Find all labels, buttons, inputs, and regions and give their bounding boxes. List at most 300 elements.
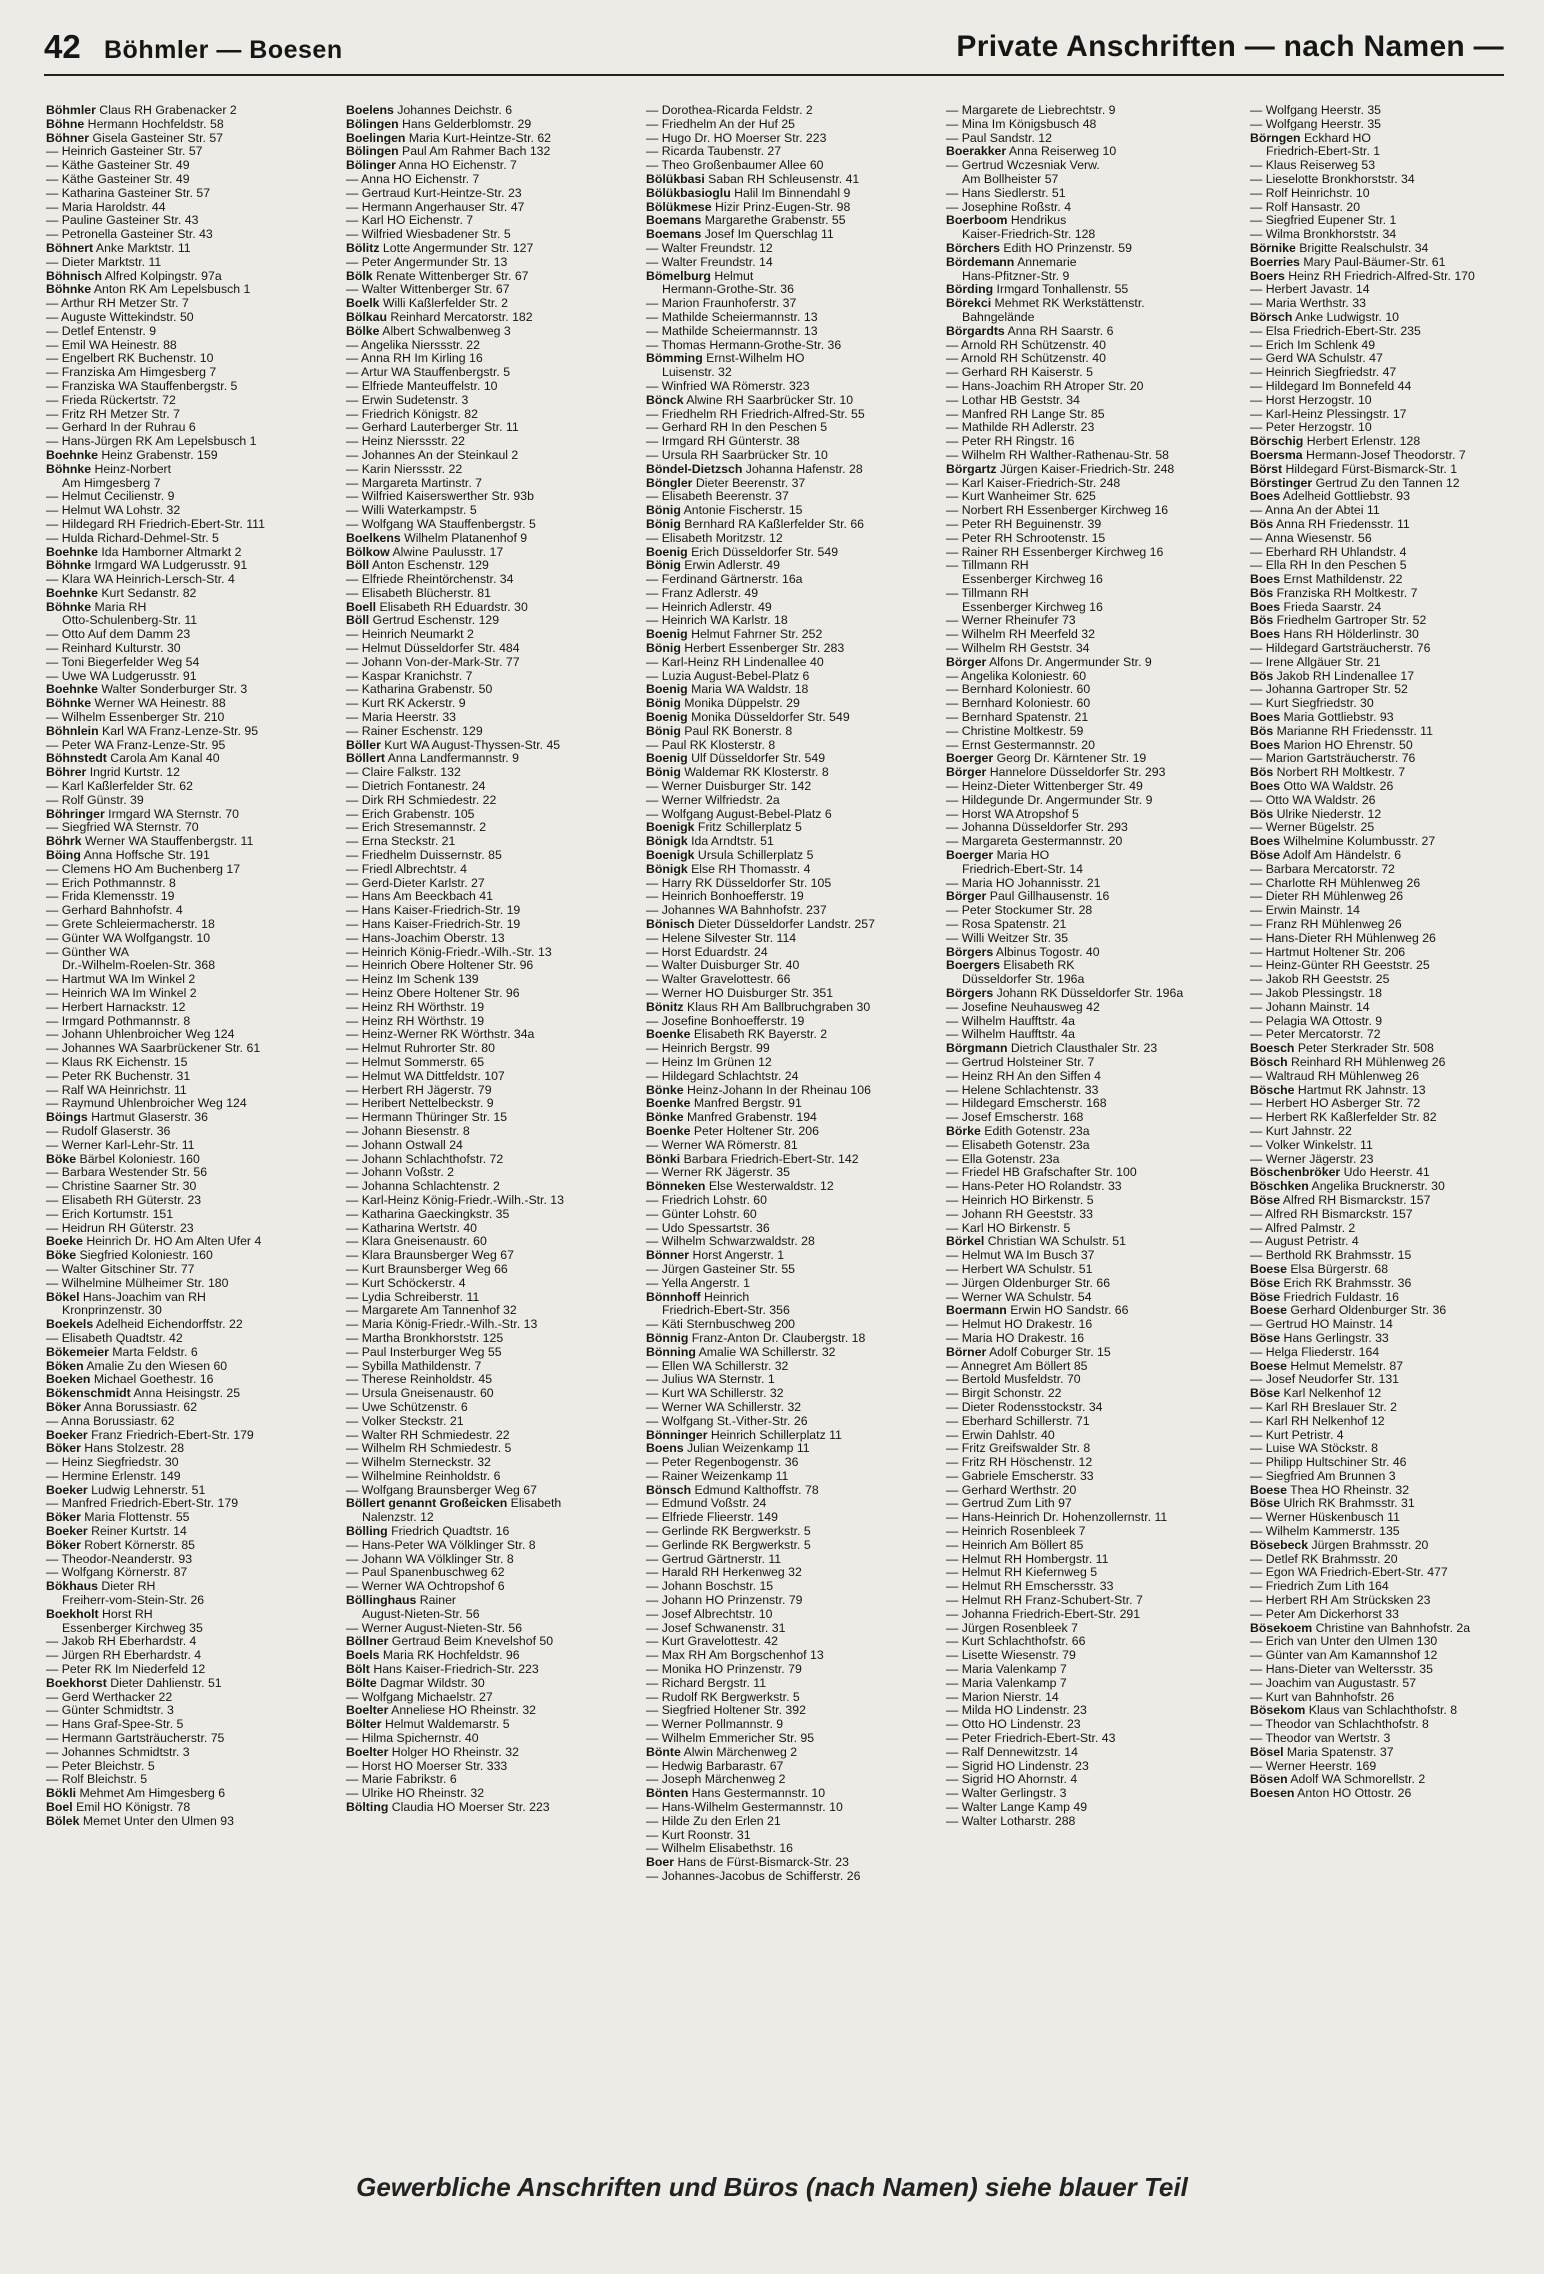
directory-entry: — Heinrich Bonhoefferstr. 19	[646, 890, 804, 904]
directory-entry: — Otto Auf dem Damm 23	[46, 628, 191, 642]
directory-entry: — Hermann Angerhauser Str. 47	[346, 200, 525, 214]
directory-entry: — Paul Insterburger Weg 55	[346, 1345, 502, 1359]
directory-entry: Bösekom Klaus van Schlachthofstr. 8	[1250, 1704, 1458, 1718]
directory-entry: — Gertrud Holsteiner Str. 7	[946, 1055, 1095, 1069]
surname: Bölingen	[346, 145, 399, 159]
directory-entry: — Irene Allgäuer Str. 21	[1250, 655, 1381, 669]
directory-entry: — Arthur RH Metzer Str. 7	[46, 297, 189, 311]
page-header	[44, 26, 1504, 70]
directory-entry: Boels Maria RK Hochfeldstr. 96	[346, 1649, 520, 1663]
surname: Boeker	[46, 1483, 88, 1497]
directory-entry: — Horst WA Atropshof 5	[946, 807, 1079, 821]
surname: Boergers	[946, 959, 1000, 973]
directory-entry: — Gerhard RH In den Peschen 5	[646, 421, 828, 435]
directory-entry: — Heinz Im Schenk 139	[346, 973, 479, 987]
directory-entry: — Helmut RH Franz-Schubert-Str. 7	[946, 1594, 1143, 1608]
directory-entry: — Reinhard Kulturstr. 30	[46, 642, 181, 656]
directory-entry: — Helmut Cecilienstr. 9	[46, 490, 175, 504]
surname: Böings	[46, 1111, 88, 1125]
directory-entry: — Franz Adlerstr. 49	[646, 586, 759, 600]
surname: Börger	[946, 766, 987, 780]
directory-entry: — Dieter Rodensstockstr. 34	[946, 1400, 1103, 1414]
directory-entry: — Maria Heerstr. 33	[346, 711, 457, 725]
directory-entry: Bökli Mehmet Am Himgesberg 6	[46, 1787, 226, 1801]
directory-entry: — Angelika Nierssstr. 22	[346, 338, 480, 352]
directory-entry: Boenke Manfred Bergstr. 91	[646, 1097, 802, 1111]
directory-entry: — Hulda Richard-Dehmel-Str. 5	[46, 531, 219, 545]
directory-entry: — Paul RK Klosterstr. 8	[646, 738, 776, 752]
directory-entry: — Ricarda Taubenstr. 27	[646, 145, 782, 159]
directory-entry: Bös Norbert RH Moltkestr. 7	[1250, 766, 1406, 780]
surname: Böndel-Dietzsch	[646, 462, 743, 476]
directory-entry: — Günter Lohstr. 60	[646, 1207, 757, 1221]
directory-entry: — Friedl Albrechtstr. 4	[346, 862, 467, 876]
directory-entry: — Heinrich HO Birkenstr. 5	[946, 1193, 1094, 1207]
directory-entry: — Klara WA Heinrich-Lersch-Str. 4	[46, 573, 235, 587]
directory-entry: — Volker Winkelstr. 11	[1250, 1138, 1373, 1152]
directory-entry: — Luise WA Stöckstr. 8	[1250, 1442, 1379, 1456]
directory-entry: — Milda HO Lindenstr. 23	[946, 1704, 1087, 1718]
surname: Bönisch	[646, 918, 695, 932]
surname: Bölükbasi	[646, 172, 705, 186]
directory-entry: — Heinz RH Wörthstr. 19	[346, 1014, 485, 1028]
directory-entry: — Ernst Gestermannstr. 20	[946, 738, 1095, 752]
directory-entry: — Pauline Gasteiner Str. 43	[46, 214, 199, 228]
surname: Böschken	[1250, 1180, 1309, 1194]
directory-entry: — Luzia August-Bebel-Platz 6	[646, 669, 810, 683]
directory-entry: Böse Erich RK Brahmsstr. 36	[1250, 1276, 1412, 1290]
directory-entry: Bönig Waldemar RK Klosterstr. 8	[646, 766, 829, 780]
directory-entry: — Heinrich Am Böllert 85	[946, 1538, 1084, 1552]
directory-entry: — Klaus RK Eichenstr. 15	[46, 1055, 188, 1069]
directory-entry: — Kurt Roonstr. 31	[646, 1828, 751, 1842]
surname: Böhner	[46, 131, 90, 145]
directory-entry: — Helga Fliederstr. 164	[1250, 1345, 1380, 1359]
directory-entry: — Karin Nierssstr. 22	[346, 462, 463, 476]
directory-entry: — Maria HO Drakestr. 16	[946, 1331, 1085, 1345]
directory-entry: — Friedhelm Duissernstr. 85	[346, 849, 502, 863]
surname: Bölükbasioglu	[646, 186, 731, 200]
directory-entry: Boenig Helmut Fahrner Str. 252	[646, 628, 823, 642]
directory-entry: — Josefine Bonhoefferstr. 19	[646, 1014, 805, 1028]
directory-entry: — Josef Albrechtstr. 10	[646, 1607, 773, 1621]
directory-entry: — Kurt Schöckerstr. 4	[346, 1276, 466, 1290]
directory-entry: — Rosa Spatenstr. 21	[946, 918, 1067, 932]
directory-entry: — Heinrich Obere Holtener Str. 96	[346, 959, 534, 973]
directory-entry: — Johann HO Prinzenstr. 79	[646, 1594, 803, 1608]
directory-entry: — Heinz-Werner RK Wörthstr. 34a	[346, 1028, 535, 1042]
directory-entry: — Johann Schlachthofstr. 72	[346, 1152, 504, 1166]
surname: Bökel	[46, 1290, 80, 1304]
directory-entry: — Hans-Dieter van Weltersstr. 35	[1250, 1663, 1433, 1677]
directory-entry: Am Himgesberg 7	[62, 476, 161, 490]
directory-entry: — Heinrich Adlerstr. 49	[646, 600, 772, 614]
directory-entry: — Johannes-Jacobus de Schifferstr. 26	[646, 1870, 861, 1883]
directory-entry: — Irmgard RH Günterstr. 38	[646, 435, 800, 449]
header-rule	[44, 74, 1504, 76]
directory-entry: Böhnke Anton RK Am Lepelsbusch 1	[46, 283, 251, 297]
directory-entry: Bönig Herbert Essenberger Str. 283	[646, 642, 845, 656]
directory-entry: — Helene Silvester Str. 114	[646, 931, 797, 945]
directory-entry: — Willi Weitzer Str. 35	[946, 931, 1069, 945]
surname: Böke	[46, 1152, 77, 1166]
surname: Boelter	[346, 1704, 389, 1718]
surname: Böhmler	[46, 104, 96, 117]
surname: Bölt	[346, 1663, 370, 1677]
directory-entry: Böse Adolf Am Händelstr. 6	[1250, 849, 1402, 863]
surname: Bölk	[346, 269, 373, 283]
directory-entry: — Elisabeth RH Güterstr. 23	[46, 1193, 202, 1207]
directory-entry: Boeker Reiner Kurtstr. 14	[46, 1525, 187, 1539]
directory-entry: Bölükbasi Saban RH Schleusenstr. 41	[646, 172, 860, 186]
directory-entry: — Hildegard Schlachtstr. 24	[646, 1069, 799, 1083]
directory-entry: — Siegfried WA Sternstr. 70	[46, 821, 199, 835]
surname: Bölinger	[346, 159, 396, 173]
directory-entry: — Mathilde Scheiermannstr. 13	[646, 310, 818, 324]
surname: Böhnke	[46, 462, 92, 476]
directory-entry: Böse Alfred RH Bismarckstr. 157	[1250, 1193, 1431, 1207]
directory-entry: — Friedrich Lohstr. 60	[646, 1193, 767, 1207]
directory-entry: — Kurt Siegfriedstr. 30	[1250, 697, 1374, 711]
directory-entry: Börgartz Jürgen Kaiser-Friedrich-Str. 248	[946, 462, 1175, 476]
directory-entry: — Sigrid HO Lindenstr. 23	[946, 1759, 1089, 1773]
directory-entry: — Peter Regenbogenstr. 36	[646, 1456, 799, 1470]
surname: Boerger	[946, 752, 994, 766]
directory-entry: — Frida Klemensstr. 19	[46, 890, 175, 904]
directory-entry: — Johann RH Geeststr. 33	[946, 1207, 1093, 1221]
surname: Böse	[1250, 1290, 1281, 1304]
directory-entry: — Rolf Hansastr. 20	[1250, 200, 1361, 214]
directory-entry: — Helmut RH Emschersstr. 33	[946, 1580, 1114, 1594]
directory-entry: Bönneken Else Westerwaldstr. 12	[646, 1180, 834, 1194]
directory-entry: — Kurt RK Ackerstr. 9	[346, 697, 466, 711]
directory-entry: Bönnhoff Heinrich	[646, 1290, 750, 1304]
directory-entry: — Hans-Jürgen RK Am Lepelsbusch 1	[46, 435, 257, 449]
directory-entry: Böhnke Heinz-Norbert	[46, 462, 172, 476]
directory-entry: Bökhaus Dieter RH	[46, 1580, 156, 1594]
directory-entry: Boersma Hermann-Josef Theodorstr. 7	[1250, 448, 1466, 462]
surname: Böschenbröker	[1250, 1166, 1341, 1180]
directory-entry: — Dieter RH Mühlenweg 26	[1250, 890, 1404, 904]
directory-entry: — Peter Am Dickerhorst 33	[1250, 1607, 1399, 1621]
surname: Börgers	[946, 945, 994, 959]
directory-entry: — Elisabeth Moritzstr. 12	[646, 531, 783, 545]
surname: Boehnke	[46, 448, 98, 462]
directory-entry: — Volker Steckstr. 21	[346, 1414, 464, 1428]
directory-entry: — Franz RH Mühlenweg 26	[1250, 918, 1402, 932]
surname: Börner	[946, 1345, 987, 1359]
directory-entry: — Johannes An der Steinkaul 2	[346, 448, 519, 462]
directory-entry: — Theodor van Wertstr. 3	[1250, 1732, 1391, 1746]
directory-entry: — Werner Rheinufer 73	[946, 614, 1076, 628]
directory-entry: — Waltraud RH Mühlenweg 26	[1250, 1069, 1420, 1083]
directory-entry: — Werner Jägerstr. 23	[1250, 1152, 1374, 1166]
surname: Böse	[1250, 1387, 1281, 1401]
directory-entry: Bösebeck Jürgen Brahmsstr. 20	[1250, 1538, 1429, 1552]
directory-entry: Boenig Ulf Düsseldorfer Str. 549	[646, 752, 826, 766]
directory-entry: Böing Anna Hoffsche Str. 191	[46, 849, 210, 863]
directory-entry: Boes Adelheid Gottliebstr. 93	[1250, 490, 1410, 504]
surname: Bönninger	[646, 1428, 708, 1442]
directory-entry: Boes Wilhelmine Kolumbusstr. 27	[1250, 835, 1436, 849]
directory-entry: — Heinrich Bergstr. 99	[646, 1042, 770, 1056]
directory-entry: Nalenzstr. 12	[362, 1511, 434, 1525]
directory-entry: Boehnke Ida Hamborner Altmarkt 2	[46, 545, 242, 559]
directory-entry: — Josefine Neuhausweg 42	[946, 1000, 1100, 1014]
directory-entry: — Anna RH Im Kirling 16	[346, 352, 483, 366]
directory-entry: Börsch Anke Ludwigstr. 10	[1250, 310, 1400, 324]
directory-entry: — Hartmut Holtener Str. 206	[1250, 945, 1406, 959]
directory-entry: — Gertrud Wczesniak Verw.	[946, 159, 1100, 173]
directory-entry: Friedrich-Ebert-Str. 356	[662, 1304, 790, 1318]
directory-entry: — Hans-Heinrich Dr. Hohenzollernstr. 11	[946, 1511, 1168, 1525]
directory-entry: — Elsa Friedrich-Ebert-Str. 235	[1250, 324, 1421, 338]
directory-entry: — Herbert RH Jägerstr. 79	[346, 1083, 492, 1097]
directory-entry: — Gerd-Dieter Karlstr. 27	[346, 876, 485, 890]
directory-entry: Böker Robert Körnerstr. 85	[46, 1538, 196, 1552]
directory-entry: — Kaspar Kranichstr. 7	[346, 669, 473, 683]
directory-entry: Boesch Peter Sterkrader Str. 508	[1250, 1042, 1434, 1056]
directory-entry: Boes Frieda Saarstr. 24	[1250, 600, 1382, 614]
directory-entry: — Frieda Rückertstr. 72	[46, 393, 176, 407]
directory-entry: Bölte Dagmar Wildstr. 30	[346, 1676, 485, 1690]
directory-entry: Böschken Angelika Brucknerstr. 30	[1250, 1180, 1445, 1194]
directory-entry: — Karl RH Nelkenhof 12	[1250, 1414, 1385, 1428]
directory-entry: — Elfriede Rheintörchenstr. 34	[346, 573, 514, 587]
directory-entry: — Toni Biegerfelder Weg 54	[46, 655, 200, 669]
directory-entry: Börding Irmgard Tonhallenstr. 55	[946, 283, 1129, 297]
directory-entry: — Harald RH Herkenweg 32	[646, 1566, 802, 1580]
directory-entry: Böllner Gertraud Beim Knevelshof 50	[346, 1635, 554, 1649]
directory-entry: — Karl Kaiser-Friedrich-Str. 248	[946, 476, 1121, 490]
directory-entry: — Peter Friedrich-Ebert-Str. 43	[946, 1732, 1116, 1746]
surname: Boekels	[46, 1318, 94, 1332]
directory-entry: — Gerhard Lauterberger Str. 11	[346, 421, 519, 435]
directory-entry: — Hans-Peter HO Rolandstr. 33	[946, 1180, 1122, 1194]
directory-entry: Boeker Ludwig Lehnerstr. 51	[46, 1483, 206, 1497]
directory-entry: — Johann Ostwall 24	[346, 1138, 463, 1152]
directory-entry: — Elfriede Flieerstr. 149	[646, 1511, 778, 1525]
directory-entry: Boelingen Maria Kurt-Heintze-Str. 62	[346, 131, 552, 145]
directory-entry: Boehnke Kurt Sedanstr. 82	[46, 586, 197, 600]
directory-entry: — Johann Uhlenbroicher Weg 124	[46, 1028, 235, 1042]
directory-entry: Bönisch Dieter Düsseldorfer Landstr. 257	[646, 918, 875, 932]
surname: Bömming	[646, 352, 703, 366]
directory-entry: Böhnlein Karl WA Franz-Lenze-Str. 95	[46, 724, 259, 738]
directory-entry: Börger Paul Gillhausenstr. 16	[946, 890, 1110, 904]
directory-entry: Bönig Erwin Adlerstr. 49	[646, 559, 780, 573]
directory-entry: — Lieselotte Bronkhorststr. 34	[1250, 172, 1415, 186]
directory-entry: Börekci Mehmet RK Werkstättenstr.	[946, 297, 1145, 311]
surname: Boerries	[1250, 255, 1300, 269]
directory-entry: — Walter Gravelottestr. 66	[646, 973, 791, 987]
directory-entry: Bölting Claudia HO Moerser Str. 223	[346, 1801, 550, 1815]
surname: Bölter	[346, 1718, 382, 1732]
directory-entry: — Manfred RH Lange Str. 85	[946, 407, 1105, 421]
directory-entry: — Arnold RH Schützenstr. 40	[946, 352, 1106, 366]
directory-entry: Börchers Edith HO Prinzenstr. 59	[946, 241, 1132, 255]
directory-entry: — Peter RH Ringstr. 16	[946, 435, 1075, 449]
directory-entry: Boemans Margarethe Grabenstr. 55	[646, 214, 846, 228]
directory-entry: Boehnke Walter Sonderburger Str. 3	[46, 683, 248, 697]
surname: Boers	[1250, 269, 1285, 283]
directory-entry: — Günther WA	[46, 945, 129, 959]
directory-entry: — Werner Bügelstr. 25	[1250, 821, 1375, 835]
directory-entry: — Emil WA Heinestr. 88	[46, 338, 177, 352]
directory-entry: — Walter Duisburger Str. 40	[646, 959, 800, 973]
directory-entry: — Ursula RH Saarbrücker Str. 10	[646, 448, 828, 462]
directory-entry: — Birgit Schonstr. 22	[946, 1387, 1062, 1401]
directory-entry: — Otto WA Waldstr. 26	[1250, 793, 1376, 807]
directory-entry: — Bernhard Koloniestr. 60	[946, 697, 1091, 711]
surname: Boese	[1250, 1483, 1287, 1497]
surname: Böke	[46, 1249, 77, 1263]
directory-entry: — Anna An der Abtei 11	[1250, 504, 1380, 518]
directory-entry: — Heidrun RH Güterstr. 23	[46, 1221, 194, 1235]
directory-entry: — Maria Valenkamp 7	[946, 1676, 1067, 1690]
directory-entry: — Friedrich Zum Lith 164	[1250, 1580, 1389, 1594]
directory-entry: Freiherr-vom-Stein-Str. 26	[62, 1594, 205, 1608]
directory-entry: — Walter Wittenberger Str. 67	[346, 283, 510, 297]
directory-entry: — Wilhelm RH Schmiedestr. 5	[346, 1442, 512, 1456]
directory-entry: — Walter Gitschiner Str. 77	[46, 1262, 195, 1276]
surname: Boerakker	[946, 145, 1007, 159]
directory-entry: Böhnke Maria RH	[46, 600, 147, 614]
directory-entry: — Erich van Unter den Ulmen 130	[1250, 1635, 1438, 1649]
directory-entry: — Helmut Düsseldorfer Str. 484	[346, 642, 520, 656]
surname: Boes	[1250, 490, 1281, 504]
directory-entry: Bönigk Else RH Thomasstr. 4	[646, 862, 811, 876]
surname: Bölte	[346, 1676, 377, 1690]
surname: Bölkow	[346, 545, 390, 559]
surname: Boerger	[946, 849, 994, 863]
directory-entry: — Margarete de Liebrechtstr. 9	[946, 104, 1116, 117]
directory-entry: Bönigk Ida Arndtstr. 51	[646, 835, 774, 849]
directory-entry: — Helmut WA Im Busch 37	[946, 1249, 1095, 1263]
directory-entry: Bölitz Lotte Angermunder Str. 127	[346, 241, 534, 255]
directory-entry: — Kurt Braunsberger Weg 66	[346, 1262, 508, 1276]
directory-entry: — Wolfgang August-Bebel-Platz 6	[646, 807, 832, 821]
directory-entry: — Hermann Gartsträucherstr. 75	[46, 1732, 225, 1746]
directory-entry: — Siegfried Holtener Str. 392	[646, 1704, 806, 1718]
directory-entry: — Wilhelm RH Walther-Rathenau-Str. 58	[946, 448, 1170, 462]
directory-entry: — Heinrich Rosenbleek 7	[946, 1525, 1086, 1539]
directory-entry: — Kurt Wanheimer Str. 625	[946, 490, 1096, 504]
surname: Böhnke	[46, 600, 92, 614]
directory-entry: Boers Heinz RH Friedrich-Alfred-Str. 170	[1250, 269, 1475, 283]
surname: Boemans	[646, 214, 702, 228]
directory-entry: — Kurt Jahnstr. 22	[1250, 1124, 1352, 1138]
directory-entry: — Wilhelmine Reinholdstr. 6	[346, 1469, 501, 1483]
surname: Bösen	[1250, 1773, 1288, 1787]
directory-entry: — Paul Sandstr. 12	[946, 131, 1052, 145]
surname: Boelkens	[346, 531, 401, 545]
directory-entry: Bölt Hans Kaiser-Friedrich-Str. 223	[346, 1663, 539, 1677]
directory-entry: — Johann Von-der-Mark-Str. 77	[346, 655, 520, 669]
name-range: Böhmler — Boesen	[104, 36, 343, 64]
directory-entry: Boenke Peter Holtener Str. 206	[646, 1124, 819, 1138]
directory-entry: — Eberhard Schillerstr. 71	[946, 1414, 1090, 1428]
directory-entry: Boekels Adelheid Eichendorffstr. 22	[46, 1318, 243, 1332]
directory-entry: — Therese Reinholdstr. 45	[346, 1373, 493, 1387]
directory-entry: — Barbara Westender Str. 56	[46, 1166, 208, 1180]
directory-entry: — Hugo Dr. HO Moerser Str. 223	[646, 131, 827, 145]
directory-entry: — Alfred Palmstr. 2	[1250, 1221, 1356, 1235]
directory-entry: — Katharina Gaeckingkstr. 35	[346, 1207, 510, 1221]
directory-entry: Böke Bärbel Koloniestr. 160	[46, 1152, 200, 1166]
directory-entry: Düsseldorfer Str. 196a	[962, 973, 1085, 987]
directory-entry: Böllinghaus Rainer	[346, 1594, 457, 1608]
directory-entry: Boes Hans RH Hölderlinstr. 30	[1250, 628, 1419, 642]
directory-entry: Bönning Amalie WA Schillerstr. 32	[646, 1345, 836, 1359]
surname: Bönning	[646, 1345, 696, 1359]
directory-entry: — Jürgen RH Eberhardstr. 4	[46, 1649, 202, 1663]
directory-entry: — Hans Graf-Spee-Str. 5	[46, 1718, 184, 1732]
directory-entry: — Wilfried Wiesbadener Str. 5	[346, 228, 511, 242]
directory-entry: Bönninger Heinrich Schillerplatz 11	[646, 1428, 842, 1442]
directory-entry: — Maria HO Johannisstr. 21	[946, 876, 1101, 890]
directory-entry: — Wilhelm Sterneckstr. 32	[346, 1456, 491, 1470]
directory-entry: Bökel Hans-Joachim van RH	[46, 1290, 206, 1304]
directory-entry: August-Nieten-Str. 56	[362, 1607, 480, 1621]
directory-entry: Boelens Johannes Deichstr. 6	[346, 104, 513, 117]
directory-entry: Böhrk Werner WA Stauffenbergstr. 11	[46, 835, 254, 849]
directory-entry: Böndel-Dietzsch Johanna Hafenstr. 28	[646, 462, 863, 476]
surname: Boes	[1250, 628, 1281, 642]
surname: Boeken	[46, 1373, 91, 1387]
surname: Bölke	[346, 324, 380, 338]
directory-entry: Bönke Heinz-Johann In der Rheinau 106	[646, 1083, 871, 1097]
directory-entry: Bös Marianne RH Friedensstr. 11	[1250, 724, 1433, 738]
directory-entry: — Norbert RH Essenberger Kirchweg 16	[946, 504, 1169, 518]
directory-entry: — Peter RH Schrootenstr. 15	[946, 531, 1106, 545]
directory-entry: — Barbara Mercatorstr. 72	[1250, 862, 1395, 876]
directory-entry: — Wilhelm Essenberger Str. 210	[46, 711, 225, 725]
directory-entry: Börgers Johann RK Düsseldorfer Str. 196a	[946, 987, 1184, 1000]
directory-entry: — Martha Bronkhorststr. 125	[346, 1331, 504, 1345]
directory-column-1	[46, 104, 336, 1829]
surname: Bördemann	[946, 255, 1015, 269]
footer-note: Gewerbliche Anschriften und Büros (nach Namen) siehe blauer Teil	[356, 2172, 1188, 2202]
surname: Böker	[46, 1538, 81, 1552]
directory-entry: Böings Hartmut Glaserstr. 36	[46, 1111, 208, 1125]
directory-entry: — Alfred RH Bismarckstr. 157	[1250, 1207, 1413, 1221]
directory-entry: Bös Franziska RH Moltkestr. 7	[1250, 586, 1418, 600]
directory-entry: Boese Elsa Bürgerstr. 68	[1250, 1262, 1389, 1276]
directory-entry: — Karl HO Eichenstr. 7	[346, 214, 474, 228]
surname: Boeker	[46, 1525, 88, 1539]
directory-entry: Boes Otto WA Waldstr. 26	[1250, 780, 1394, 794]
directory-entry: — Rudolf Glaserstr. 36	[46, 1124, 171, 1138]
directory-entry: — Hans-Joachim RH Atroper Str. 20	[946, 379, 1144, 393]
directory-entry: — Elisabeth Quadtstr. 42	[46, 1331, 183, 1345]
directory-entry: Bölke Albert Schwalbenweg 3	[346, 324, 511, 338]
surname: Bökhaus	[46, 1580, 98, 1594]
directory-entry: Bösch Reinhard RH Mühlenweg 26	[1250, 1055, 1446, 1069]
directory-entry: — Wolfgang Körnerstr. 87	[46, 1566, 188, 1580]
directory-entry: Boese Thea HO Rheinstr. 32	[1250, 1483, 1410, 1497]
directory-entry: Böhmler Claus RH Grabenacker 2	[46, 104, 237, 117]
page-number: 42	[44, 28, 81, 65]
directory-entry: — Günter WA Wolfgangstr. 10	[46, 931, 211, 945]
directory-entry: — Horst Eduardstr. 24	[646, 945, 768, 959]
directory-entry: — Klara Braunsberger Weg 67	[346, 1249, 514, 1263]
directory-entry: — Werner WA Römerstr. 81	[646, 1138, 798, 1152]
directory-entry: Essenberger Kirchweg 35	[62, 1621, 203, 1635]
directory-entry: Bökenschmidt Anna Heisingstr. 25	[46, 1387, 241, 1401]
directory-entry: Boelk Willi Kaßlerfelder Str. 2	[346, 297, 508, 311]
directory-entry: — Siegfried Am Brunnen 3	[1250, 1469, 1396, 1483]
